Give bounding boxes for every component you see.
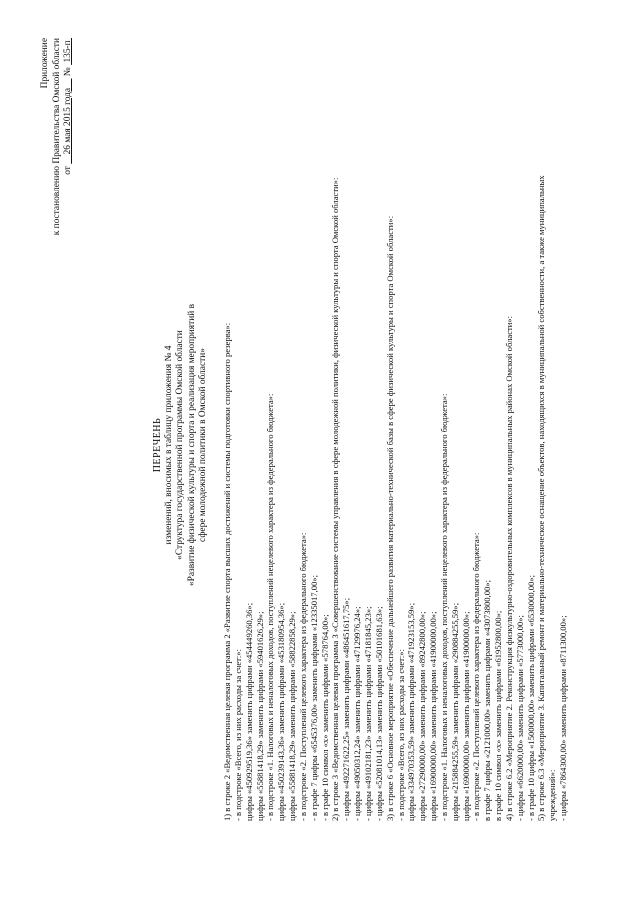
change-line: - в графе 7 цифры «6545376,00» заменить цифрами «12335017,00»; xyxy=(308,574,319,821)
appendix-from-prefix: от xyxy=(63,166,73,175)
change-line: в графе 7 цифры «2121000,00» заменить цифрами «43073800,00»; xyxy=(482,579,493,821)
change-line: - цифры «52081014,13» заменить цифрами «50101681,63»; xyxy=(373,606,384,821)
change-line: - в подстроке «Всего, из них расходы за счет:»: xyxy=(395,649,406,821)
change-line: цифры «55881418,29» заменить цифрами «59401626,29»; xyxy=(254,611,265,821)
title-line: сфере молодежной политики в Омской области» xyxy=(198,348,208,542)
change-line: цифры «27290000,00» заменить цифрами «89242800,00»; xyxy=(417,611,428,821)
change-line: - в подстроке «Всего, из них расходы за счет:»: xyxy=(232,649,243,821)
change-line: 2) в строке 3 «Ведомственная целевая программа 3 «Совершенствование системы управления в сфере молодежной политики, физической культуры и спорта Омской области»: xyxy=(330,177,341,821)
change-line: цифры «215884255,59» заменить цифрами «290884255,59»; xyxy=(449,602,460,821)
change-line: - в графе 10 цифры «1500000,00» заменить цифрами «6530000,00»; xyxy=(525,574,536,821)
change-line: - в подстроке «1. Налоговых и неналоговых доходов, поступлений нецелевого характера из федерального бюджета»: xyxy=(265,393,276,821)
appendix-block xyxy=(40,38,75,338)
appendix-number-text: 135-п xyxy=(63,40,73,63)
appendix-label: Приложение xyxy=(40,38,50,89)
appendix-number xyxy=(63,38,73,65)
change-line: - в подстроке «1. Налоговых и неналоговых доходов, поступлений нецелевого характера из федерального бюджета»: xyxy=(438,393,449,821)
change-line: - цифры «49102181,23» заменить цифрами «47181845,23»; xyxy=(362,606,373,821)
change-line: 5) в строке 6.3 «Мероприятие 3. Капитальный ремонт и материально-техническое оснащение объектов, находящихся в муниципальной собственности, а также муниципальных xyxy=(536,175,547,821)
appendix-date-number xyxy=(63,38,75,338)
change-line: 1) в строке 2 «Ведомственная целевая программа 2 «Развитие спорта высших достижений и системы подготовки спортивного резерва»: xyxy=(222,322,232,821)
title-line: «Развитие физической культуры и спорта и реализация мероприятий в xyxy=(186,303,197,587)
change-line: - цифры «7864300,00» заменить цифрами «8711300,00»; xyxy=(558,615,569,821)
change-line: 3) в строке 6 «Основное мероприятие «Обеспечение дальнейшего развития материально-технической базы в сфере физической культуры и спорта Омской области»: xyxy=(384,215,395,821)
change-line: учреждений»: xyxy=(547,769,558,821)
change-line: цифры «450929519,36» заменить цифрами «454449260,36»; xyxy=(243,602,254,821)
appendix-date-text: 26 мая 2015 года xyxy=(63,87,73,155)
appendix-date xyxy=(63,79,73,164)
change-line: цифры «55881418,29» заменить цифрами «58822858,29»; xyxy=(287,611,298,821)
change-line: 4) в строке 6.2 «Мероприятие 2. Реконструкция физкультурно-оздоровительных комплексов в муниципальных районах Омской области»: xyxy=(503,315,514,821)
title-line: «Структура государственной программы Омской области xyxy=(175,330,185,560)
title-line: изменений, вносимых в таблицу приложения № 4 xyxy=(163,345,174,545)
change-line: цифры «16900000,00» заменить цифрами «41900000,00»; xyxy=(460,611,471,821)
change-line: - в графе 10 символ «х» заменить цифрами «578764,00»; xyxy=(319,614,330,821)
change-line: - в подстроке «2. Поступлений целевого характера из федерального бюджета»: xyxy=(297,532,308,821)
change-line: в графе 10 символ «х» заменить цифрами «61952800,00»; xyxy=(493,610,504,821)
change-line: цифры «450239143,36» заменить цифрами «453180954,36»; xyxy=(276,602,287,821)
change-line: - цифры «492271622,25» заменить цифрами «486451617,75»; xyxy=(341,597,352,821)
change-line: - цифры «6620000,00» заменить цифрами «5773000,00»; xyxy=(514,615,525,821)
change-line: цифры «16900000,00» заменить цифрами «41900000,00»; xyxy=(428,611,439,821)
change-line: цифры «334970353,59» заменить цифрами «471923153,59»; xyxy=(406,602,417,821)
change-line: - в подстроке «2. Поступлений целевого характера из федерального бюджета»: xyxy=(471,532,482,821)
document-title xyxy=(152,165,210,725)
title-heading: ПЕРЕЧЕНЬ xyxy=(152,417,163,473)
appendix-number-prefix: № xyxy=(63,67,73,77)
changes-list xyxy=(222,11,569,821)
change-line: - цифры «49050312,24» заменить цифрами «47129976,24»; xyxy=(352,606,363,821)
appendix-reference: к постановлению Правительства Омской области xyxy=(51,38,62,236)
